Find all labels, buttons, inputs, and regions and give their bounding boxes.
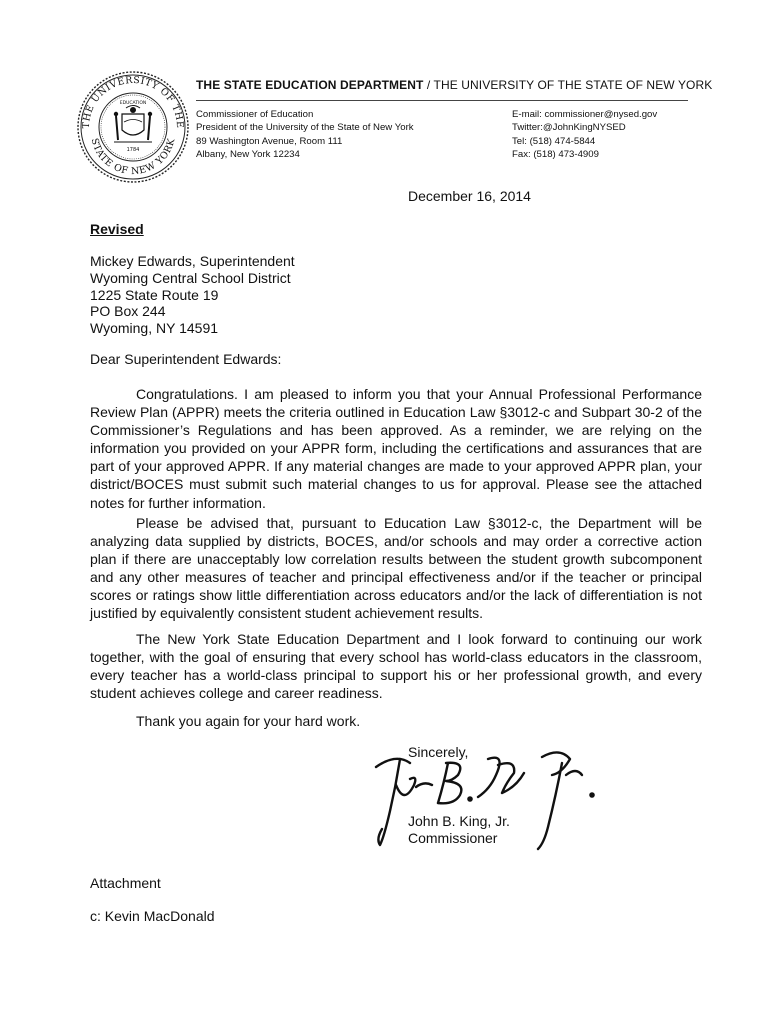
recipient-line: Wyoming Central School District [90, 269, 291, 286]
recipient-address [90, 253, 295, 337]
recipient-line: 1225 State Route 19 [90, 286, 219, 303]
body-paragraph: Congratulations. I am pleased to inform you that your Annual Professional Performance Review Plan (APPR) meets the criteria outlined in Education Law §3012-c and Subpart 30-2 of the Commissioner’s Regulations and has been approved. As a reminder, we are relying on the information you provided on your APPR form, including the certifications and assurances that are part of your approved APPR. If any material changes are made to your approved APPR plan, your district/BOCES must submit such material changes to us for approval. Please see the attached notes for further information. [90, 386, 702, 511]
recipient-line: Mickey Edwards, Superintendent [90, 253, 295, 269]
revised-label: Revised [90, 221, 144, 237]
attachment-label: Attachment [90, 875, 161, 891]
title-separator: / [423, 78, 434, 92]
cc-line: c: Kevin MacDonald [90, 908, 215, 924]
salutation: Dear Superintendent Edwards: [90, 351, 282, 367]
body-paragraph: Thank you again for your hard work. [136, 713, 361, 729]
email-line: E-mail: commissioner@nysed.gov [512, 109, 658, 120]
letter-date: December 16, 2014 [408, 188, 531, 204]
office-line: Commissioner of Education [196, 109, 314, 120]
closing: Sincerely, [408, 744, 469, 760]
body-paragraph: The New York State Education Department and I look forward to continuing our work together, with the goal of ensuring that every school has world-class educators in the classroom, every teacher has a world-class principal to support his or her professional growth, and every student achieves college and career readiness. [90, 631, 702, 702]
letterhead-office-block [196, 108, 414, 162]
state-seal-logo [76, 70, 190, 184]
signer-block [408, 813, 510, 847]
twitter-line: Twitter:@JohnKingNYSED [512, 122, 626, 134]
signer-name: John B. King, Jr. [408, 813, 510, 829]
svg-text:1784: 1784 [126, 147, 140, 153]
letterhead-title [196, 78, 712, 92]
office-line: Albany, New York 12234 [196, 149, 300, 161]
recipient-line: Wyoming, NY 14591 [90, 320, 219, 337]
university-name: THE UNIVERSITY OF THE STATE OF NEW YORK [433, 78, 713, 92]
department-name: THE STATE EDUCATION DEPARTMENT [196, 78, 424, 92]
letterhead-contact-block [512, 108, 657, 162]
phone-line: Tel: (518) 474-5844 [512, 135, 596, 147]
body-paragraph: Please be advised that, pursuant to Education Law §3012-c, the Department will be analyzing data supplied by districts, BOCES, and/or schools and may order a corrective action plan if there are unacceptably low correlation results between the student growth subcomponent and any other measures of teacher and principal effectiveness and/or if the teacher or principal scores or ratings show little differentiation across educators and/or the lack of differentiation is not justified by equivalently consistent student achievement results. [90, 515, 702, 622]
recipient-line: PO Box 244 [90, 303, 166, 320]
letterhead-divider [196, 100, 688, 101]
svg-text:EDUCATION: EDUCATION [119, 101, 147, 106]
office-line: 89 Washington Avenue, Room 111 [196, 135, 343, 147]
office-line: President of the University of the State of New York [196, 122, 414, 134]
svg-text:THE UNIVERSITY OF THE: THE UNIVERSITY OF THE [80, 74, 186, 129]
fax-line: Fax: (518) 473-4909 [512, 149, 599, 161]
signer-title: Commissioner [408, 829, 498, 846]
svg-text:STATE OF NEW YORK: STATE OF NEW YORK [88, 137, 178, 178]
